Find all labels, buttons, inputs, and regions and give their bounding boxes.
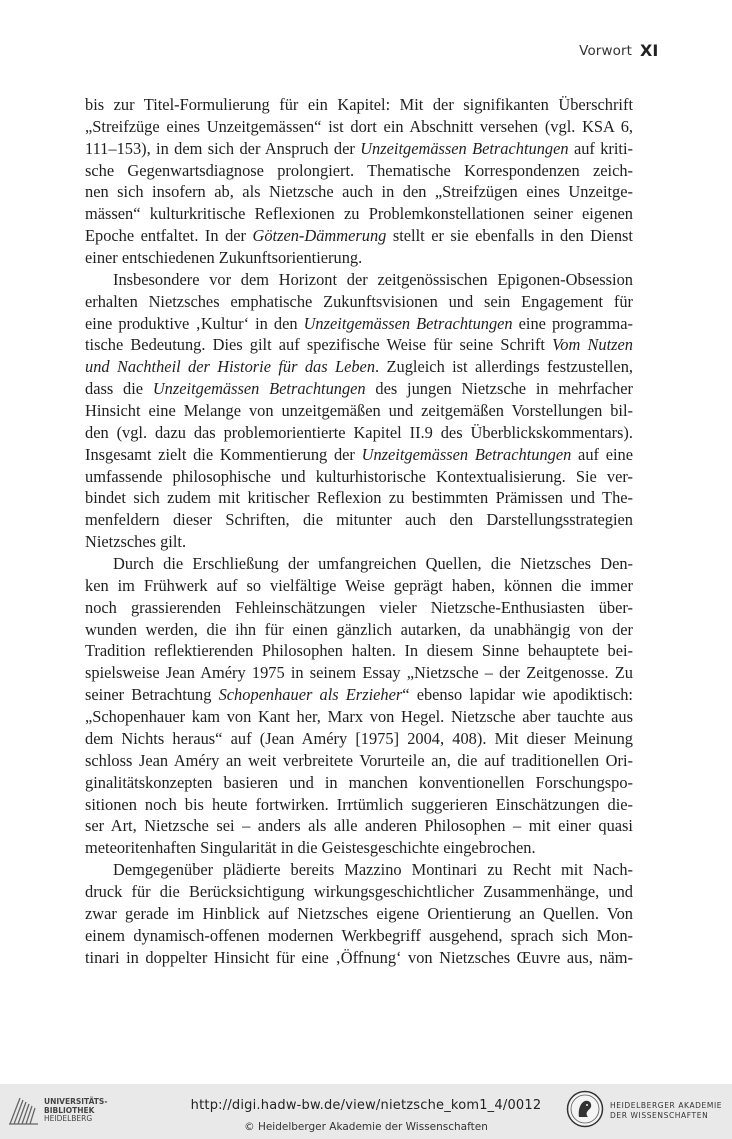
text-line: Hinsicht eine Melange von unzeitgemäßen und zeitgemäßen Vorstellungen bil-	[85, 401, 633, 421]
text-line: einer entschiedenen Zukunftsorientierung.	[85, 248, 363, 268]
running-title: Vorwort	[579, 43, 632, 59]
text-line: Durch die Erschließung der umfangreichen Quellen, die Nietzsches Den-	[113, 554, 633, 574]
text-line: Demgegenüber plädierte bereits Mazzino Montinari zu Recht mit Nach-	[113, 860, 633, 880]
text-line: Tradition reflektierenden Philosophen halten. In diesem Sinne behauptete bei-	[85, 641, 633, 661]
text-line: nen sich insofern ab, als Nietzsche auch in den „Streifzügen eines Unzeitge-	[85, 182, 633, 202]
academy-name: HEIDELBERGER AKADEMIE DER WISSENSCHAFTEN	[610, 1101, 723, 1120]
text-line: schloss Jean Améry an weit verbreitete Vorurteile an, die auf traditionellen Ori-	[85, 750, 633, 770]
text-line: seiner Betrachtung Schopenhauer als Erzieher“ ebenso lapidar wie apodiktisch:	[85, 685, 633, 705]
text-line: einem dynamisch-offenen modernen Werkbegriff ausgehend, sprach sich Mon-	[85, 925, 633, 945]
text-line: dass die Unzeitgemässen Betrachtungen des jungen Nietzsche in mehrfacher	[85, 379, 633, 399]
text-line: sche Gegenwartsdiagnose prolongiert. Thematische Korrespondenzen zeich-	[85, 160, 633, 180]
text-line: 111–153), in dem sich der Anspruch der Unzeitgemässen Betrachtungen auf kriti-	[85, 138, 633, 158]
university-library-name: UNIVERSITÄTS- BIBLIOTHEK HEIDELBERG	[44, 1097, 108, 1123]
text-line: noch grassierenden Fehleinschätzungen vieler Nietzsche-Enthusiasten über-	[85, 597, 633, 617]
text-line: dem Nichts heraus“ auf (Jean Améry [1975] 2004, 408). Mit dieser Meinung	[85, 728, 633, 748]
text-line: umfassende philosophische und kulturhistorische Kontextualisierung. Sie ver-	[85, 466, 633, 486]
text-line: Insbesondere vor dem Horizont der zeitgenössischen Epigonen-Obsession	[113, 269, 633, 289]
copyright-notice: © Heidelberger Akademie der Wissenschaften	[244, 1121, 488, 1133]
text-line: ginalitätskonzepten basieren und in manchen konventionellen Forschungspo-	[85, 772, 633, 792]
text-line: erhalten Nietzsches emphatische Zukunftsvisionen und sein Engagement für	[85, 291, 633, 311]
text-line: Nietzsches gilt.	[85, 532, 187, 552]
text-line: ken im Frühwerk auf so vielfältige Weise geprägt haben, können die immer	[85, 575, 633, 595]
text-line: „Schopenhauer kam von Kant her, Marx von Hegel. Nietzsche aber tauchte aus	[85, 707, 633, 727]
viewer-footer	[0, 1084, 732, 1139]
page-number: XI	[640, 41, 659, 60]
text-line: meteoritenhaften Singularität in die Geistesgeschichte eingebrochen.	[85, 838, 536, 858]
text-line: druck für die Berücksichtigung wirkungsgeschichtlicher Zusammenhänge, und	[85, 881, 633, 901]
source-url-link[interactable]: http://digi.hadw-bw.de/view/nietzsche_kom1_4/0012	[190, 1098, 542, 1113]
text-line: den (vgl. dazu das problemorientierte Kapitel II.9 des Überblickskommentars).	[85, 422, 633, 442]
text-line: bindet sich zudem mit kritischer Reflexion zu bestimmten Prämissen und The-	[85, 488, 633, 508]
text-line: „Streifzüge eines Unzeitgemässen“ ist dort ein Abschnitt versehen (vgl. KSA 6,	[85, 116, 633, 136]
text-line: tinari in doppelter Hinsicht für eine ‚Öffnung‘ von Nietzsches Œuvre aus, näm-	[85, 947, 633, 967]
text-line: tische Bedeutung. Dies gilt auf spezifische Weise für seine Schrift Vom Nutzen	[85, 335, 633, 355]
text-line: wunden werden, die ihn für einen gänzlich autarken, da unabhängig von der	[85, 619, 633, 639]
text-line: mässen“ kulturkritische Reflexionen zu Problemkonstellationen seiner eigenen	[85, 204, 633, 224]
body-text	[85, 94, 633, 968]
text-line: Insgesamt zielt die Kommentierung der Unzeitgemässen Betrachtungen auf eine	[85, 444, 633, 464]
text-line: zwar gerade im Hinblick auf Nietzsches eigene Orientierung an Quellen. Von	[85, 903, 633, 923]
text-line: eine produktive ‚Kultur‘ in den Unzeitgemässen Betrachtungen eine programma-	[85, 313, 633, 333]
text-line: ser Art, Nietzsche sei – anders als alle anderen Philosophen – mit einer quasi	[85, 816, 633, 836]
text-line: spielsweise Jean Améry 1975 in seinem Essay „Nietzsche – der Zeitgenosse. Zu	[85, 663, 633, 683]
text-line: und Nachtheil der Historie für das Leben. Zugleich ist allerdings festzustellen,	[85, 357, 633, 377]
text-line: menfeldern dieser Schriften, die mitunter auch den Darstellungsstrategien	[85, 510, 633, 530]
text-line: Epoche entfaltet. In der Götzen-Dämmerung stellt er sie ebenfalls in den Dienst	[85, 226, 633, 246]
text-line: bis zur Titel-Formulierung für ein Kapitel: Mit der signifikanten Überschrift	[85, 95, 633, 114]
academy-seal-icon	[566, 1090, 604, 1128]
text-line: sitionen noch bis heute fortwirken. Irrtümlich suggerieren Einschätzungen die-	[85, 794, 633, 814]
